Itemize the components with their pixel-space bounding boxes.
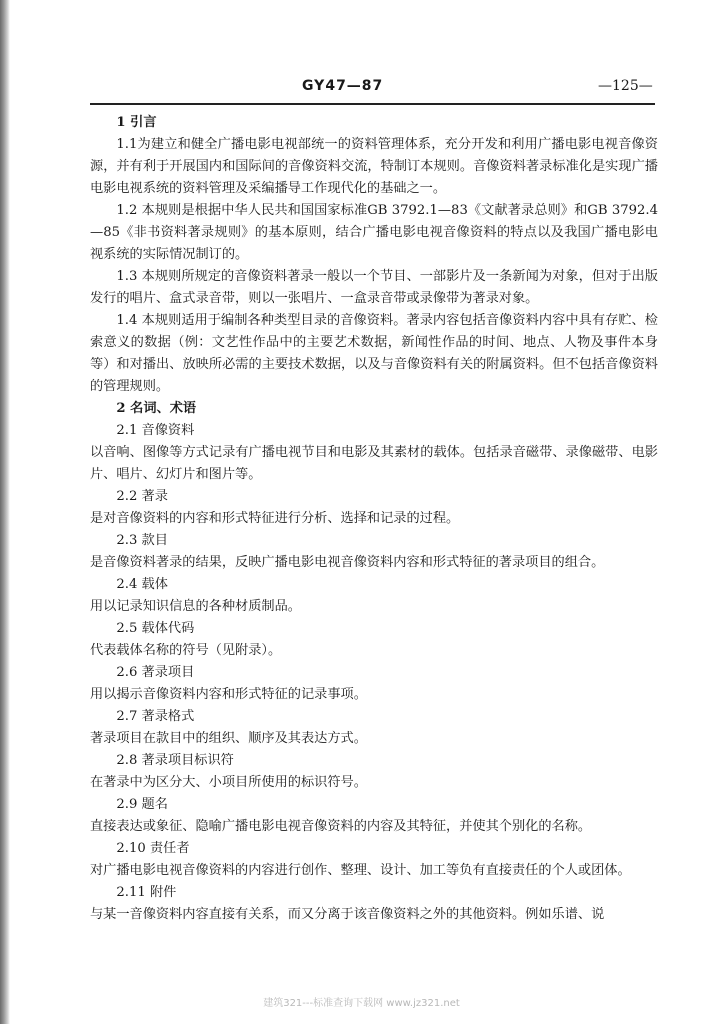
clause-1-3: 1.3 本规则所规定的音像资料著录一般以一个节目、一部影片及一条新闻为对象，但对于出版发行的唱片、盒式录音带，则以一张唱片、一盒录音带或录像带为著录对象。 [90, 269, 658, 306]
standard-code: GY47—87 [302, 78, 384, 94]
definition-2-4: 用以记录知识信息的各种材质制品。 [90, 599, 301, 614]
document-body [90, 112, 658, 926]
definition-2-8: 在著录中为区分大、小项目所使用的标识符号。 [90, 775, 367, 790]
clause-1-1: 1.1为建立和健全广播电影电视部统一的资料管理体系，充分开发和利用广播电影电视音像资源，并有利于开展国内和国际间的音像资料交流，特制订本规则。音像资料著录标准化是实现广播电影电视系统的资料管理及采编播导工作现代化的基础之一。 [90, 137, 658, 196]
term-2-1: 2.1 音像资料 [116, 423, 195, 438]
page-number: —125— [598, 78, 653, 94]
site-watermark: 建筑321---标准查询下载网 www.jz321.net [263, 998, 460, 1009]
definition-2-9: 直接表达或象征、隐喻广播电影电视音像资料的内容及其特征，并使其个别化的名称。 [90, 819, 592, 834]
definition-2-1: 以音响、图像等方式记录有广播电视节目和电影及其素材的载体。包括录音磁带、录像磁带、电影片、唱片、幻灯片和图片等。 [90, 445, 658, 482]
term-2-3: 2.3 款目 [116, 533, 168, 548]
definition-2-6: 用以揭示音像资料内容和形式特征的记录事项。 [90, 687, 367, 702]
term-2-7: 2.7 著录格式 [116, 709, 195, 724]
definition-2-3: 是音像资料著录的结果，反映广播电影电视音像资料内容和形式特征的著录项目的组合。 [90, 555, 605, 570]
term-2-9: 2.9 题名 [116, 797, 168, 812]
scan-edge-shadow [0, 0, 10, 1024]
clause-1-2: 1.2 本规则是根据中华人民共和国国家标准GB 3792.1—83《文献著录总则》和GB 3792.4—85《非书资料著录规则》的基本原则，结合广播电影电视音像资料的特点以及我国广播电影电视系统的实际情况制订的。 [90, 203, 658, 262]
term-2-10: 2.10 责任者 [116, 841, 190, 856]
definition-2-5: 代表载体名称的符号（见附录）。 [90, 643, 282, 658]
page-header [0, 78, 723, 104]
term-2-6: 2.6 著录项目 [116, 665, 195, 680]
clause-1-4: 1.4 本规则适用于编制各种类型目录的音像资料。著录内容包括音像资料内容中具有存贮、检索意义的数据（例：文艺性作品中的主要艺术数据，新闻性作品的时间、地点、人物及事件本身等）和对播出、放映所必需的主要技术数据，以及与音像资料有关的附属资料。但不包括音像资料的管理规则。 [90, 313, 658, 394]
definition-2-11: 与某一音像资料内容直接有关系，而又分离于该音像资料之外的其他资料。例如乐谱、说 [90, 907, 605, 922]
term-2-5: 2.5 载体代码 [116, 621, 195, 636]
term-2-11: 2.11 附件 [116, 885, 177, 900]
term-2-4: 2.4 载体 [116, 577, 168, 592]
section-heading-intro: 1 引言 [116, 115, 157, 130]
term-2-2: 2.2 著录 [116, 489, 168, 504]
definition-2-7: 著录项目在款目中的组织、顺序及其表达方式。 [90, 731, 367, 746]
section-heading-terms: 2 名词、术语 [116, 401, 197, 416]
definition-2-10: 对广播电影电视音像资料的内容进行创作、整理、设计、加工等负有直接责任的个人或团体。 [90, 863, 631, 878]
header-rule [90, 103, 655, 105]
definition-2-2: 是对音像资料的内容和形式特征进行分析、选择和记录的过程。 [90, 511, 460, 526]
term-2-8: 2.8 著录项目标识符 [116, 753, 234, 768]
